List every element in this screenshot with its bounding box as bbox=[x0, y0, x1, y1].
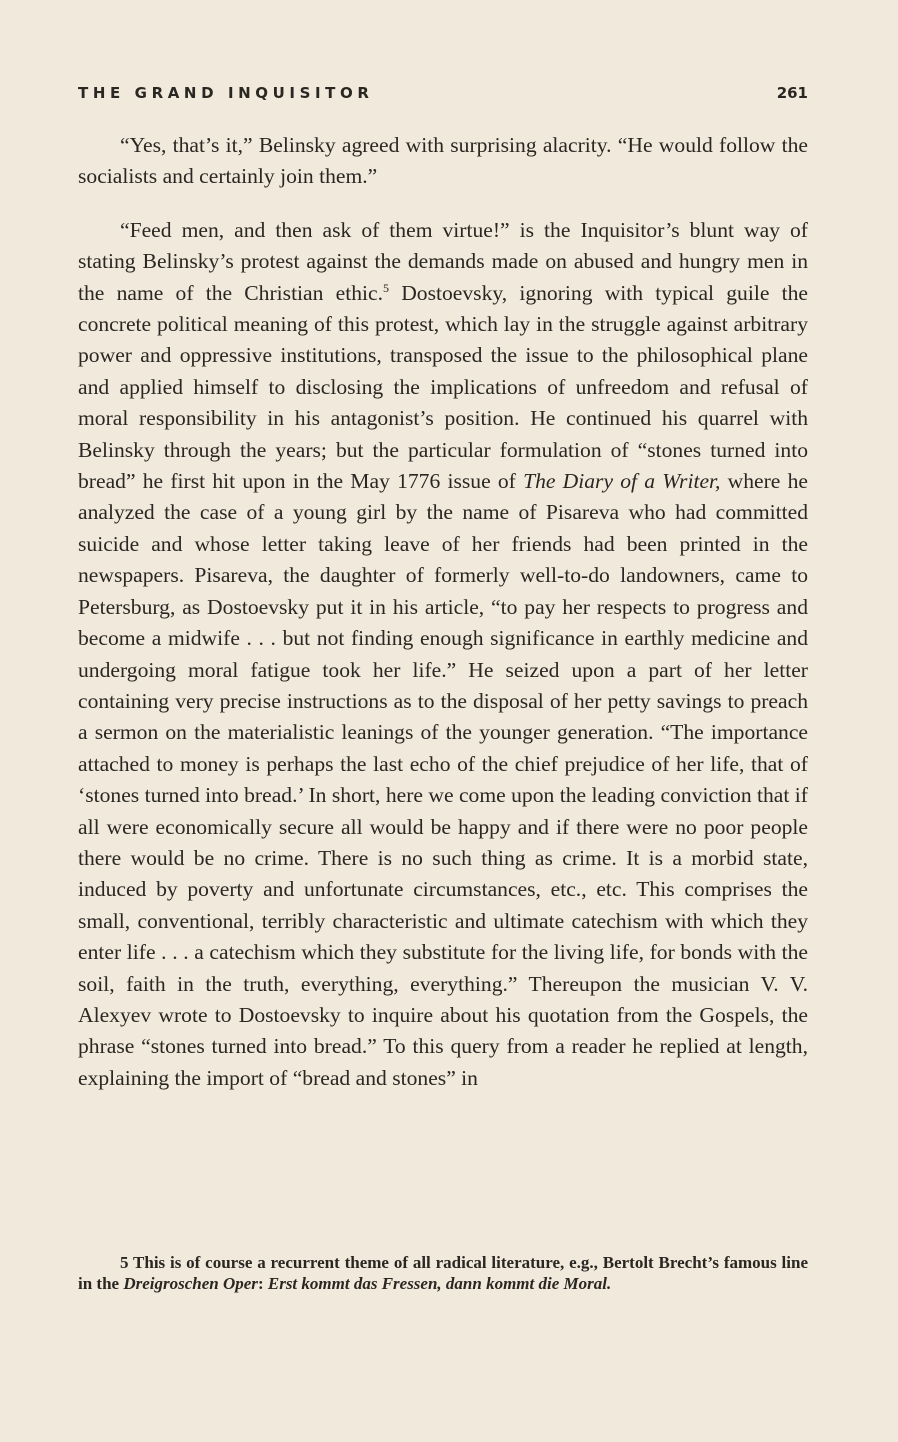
footnote-text-a: 5 This is of course a recurrent theme of all radical literature, e.g., Bertolt Brecht’s famous line in the bbox=[78, 1253, 808, 1293]
paragraph-2 bbox=[78, 215, 808, 1094]
footnote-text-b: : bbox=[257, 1274, 268, 1293]
paragraph-2-text-c: where he analyzed the case of a young girl by the name of Pisareva who had committed suicide and whose letter taking leave of her friends had been printed in the newspapers. Pisareva, the daughter of formerly well-to-do landowners, came to Petersburg, as Dostoevsky put it in his article, “to pay her respects to progress and become a midwife . . . but not finding enough significance in earthly medicine and undergoing moral fatigue took her life.” He seized upon a part of her letter containing very precise instructions as to the disposal of her petty savings to preach a sermon on the materialistic leanings of the younger generation. “The importance attached to money is perhaps the last echo of the chief prejudice of her life, that of ‘stones turned into bread.’ In short, here we come upon the leading conviction that if all were economically secure all would be happy and if there were no poor people there would be no crime. There is no such thing as crime. It is a morbid state, induced by poverty and unfortunate circumstances, etc., etc. This comprises the small, conventional, terribly characteristic and ultimate catechism with which they enter life . . . a catechism which they substitute for the living life, for bonds with the soil, faith in the truth, everything, everything.” Thereupon the musician V. V. Alexyev wrote to Dostoevsky to inquire about his quotation from the Gospels, the phrase “stones turned into bread.” To this query from a reader he replied at length, explaining the import of “bread and stones” in bbox=[78, 469, 808, 1090]
footnote-reference: 5 bbox=[383, 280, 389, 295]
book-title: The Diary of a Writer, bbox=[523, 469, 721, 494]
footnote-title: Dreigroschen Oper bbox=[123, 1274, 258, 1293]
page-header bbox=[78, 84, 808, 108]
paragraph-2-text-a: “Feed men, and then ask of them virtue!” is the Inquisitor’s blunt way of stating Belinsky’s protest against the demands made on abused and hungry men in the name of the Christian ethic. bbox=[78, 217, 808, 305]
running-title: THE GRAND INQUISITOR bbox=[78, 84, 374, 102]
body-text bbox=[78, 130, 808, 1094]
page-number: 261 bbox=[776, 84, 808, 102]
paragraph-2-text-b: Dostoevsky, ignoring with typical guile the concrete political meaning of this protest, which lay in the struggle against arbitrary power and oppressive institutions, transposed the issue to the philosophical plane and applied himself to disclosing the implications of unfreedom and refusal of moral responsibility in his antagonist’s position. He continued his quarrel with Belinsky through the years; but the particular formulation of “stones turned into bread” he first hit upon in the May 1776 issue of bbox=[78, 280, 808, 494]
footnote bbox=[78, 1252, 808, 1294]
footnote-quote: Erst kommt das Fressen, dann kommt die Moral. bbox=[267, 1274, 612, 1293]
paragraph-1: “Yes, that’s it,” Belinsky agreed with surprising alacrity. “He would follow the socialists and certainly join them.” bbox=[78, 133, 808, 189]
